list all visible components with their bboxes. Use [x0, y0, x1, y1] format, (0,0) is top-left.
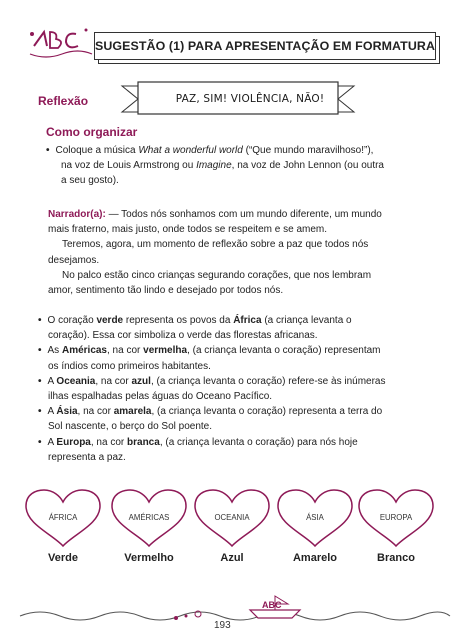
reflexao-label: Reflexão — [38, 94, 89, 108]
heart-africa — [22, 488, 104, 564]
list-item-vermelha: • As Américas, na cor vermelha, (a criança levanta o coração) representam os índios como primeiros habitantes. — [38, 345, 381, 372]
list-item-branca: • A Europa, na cor branca, (a criança levanta o coração) para nós hoje representa a paz. — [38, 436, 358, 463]
heart-asia — [274, 488, 356, 564]
page-title: SUGESTÃO (1) PARA APRESENTAÇÃO EM FORMATURA — [94, 32, 436, 60]
heart-color: Amarelo — [292, 552, 338, 564]
narrador-label: Narrador(a): — [48, 209, 106, 220]
svg-text:ABC: ABC — [262, 600, 282, 610]
continents-list — [38, 313, 450, 465]
heart-color: Vermelho — [124, 552, 174, 564]
heart-label: OCEANIA — [214, 513, 250, 522]
heart-color: Branco — [377, 552, 415, 564]
abc-logo — [26, 24, 98, 68]
hearts-row — [0, 488, 463, 578]
footer-wave-decoration — [0, 588, 463, 638]
heart-americas — [108, 488, 190, 564]
list-item-amarela: • A Ásia, na cor amarela, (a criança levanta o coração) representa a terra do Sol nascente, o berço do Sol poente. — [38, 406, 383, 433]
list-item-verde: • O coração verde representa os povos da África (a criança levanta o coração). Essa cor simboliza o verde das florestas africanas. — [38, 315, 352, 342]
heart-color: Verde — [48, 552, 78, 564]
list-item-azul: • A Oceania, na cor azul, (a criança levanta o coração) refere-se às inúmeras ilhas espalhadas pelas águas do Oceano Pacífico. — [38, 375, 386, 403]
heart-label: ÁFRICA — [48, 513, 78, 522]
heart-oceania — [191, 488, 273, 564]
heart-europa — [355, 488, 437, 564]
banner-text: PAZ, SIM! VIOLÊNCIA, NÃO! — [175, 93, 325, 105]
page-number: 193 — [214, 620, 231, 631]
heart-label: ÁSIA — [306, 513, 324, 522]
como-organizar-label: Como organizar — [46, 125, 138, 139]
heart-label: AMÉRICAS — [128, 513, 170, 522]
heart-color: Azul — [220, 552, 244, 564]
heart-label: EUROPA — [379, 513, 413, 522]
narrador-paragraph: Narrador(a): — Todos nós sonhamos com um mundo diferente, um mundo mais fraterno, mais justo, onde todos se respeitem e se amem. Teremos, agora, um momento de reflexão sobre a paz que todos nós desejamos. No palco estão cinco crianças segurando corações, que nos lembram amor, sentimento tão lindo e desejado por todos nós. — [48, 209, 382, 297]
como-organizar-bullet: • Coloque a música What a wonderful world (“Que mundo maravilhoso!”), na voz de Louis Armstrong ou Imagine, na voz de John Lennon (ou outra a seu gosto). — [46, 145, 384, 187]
